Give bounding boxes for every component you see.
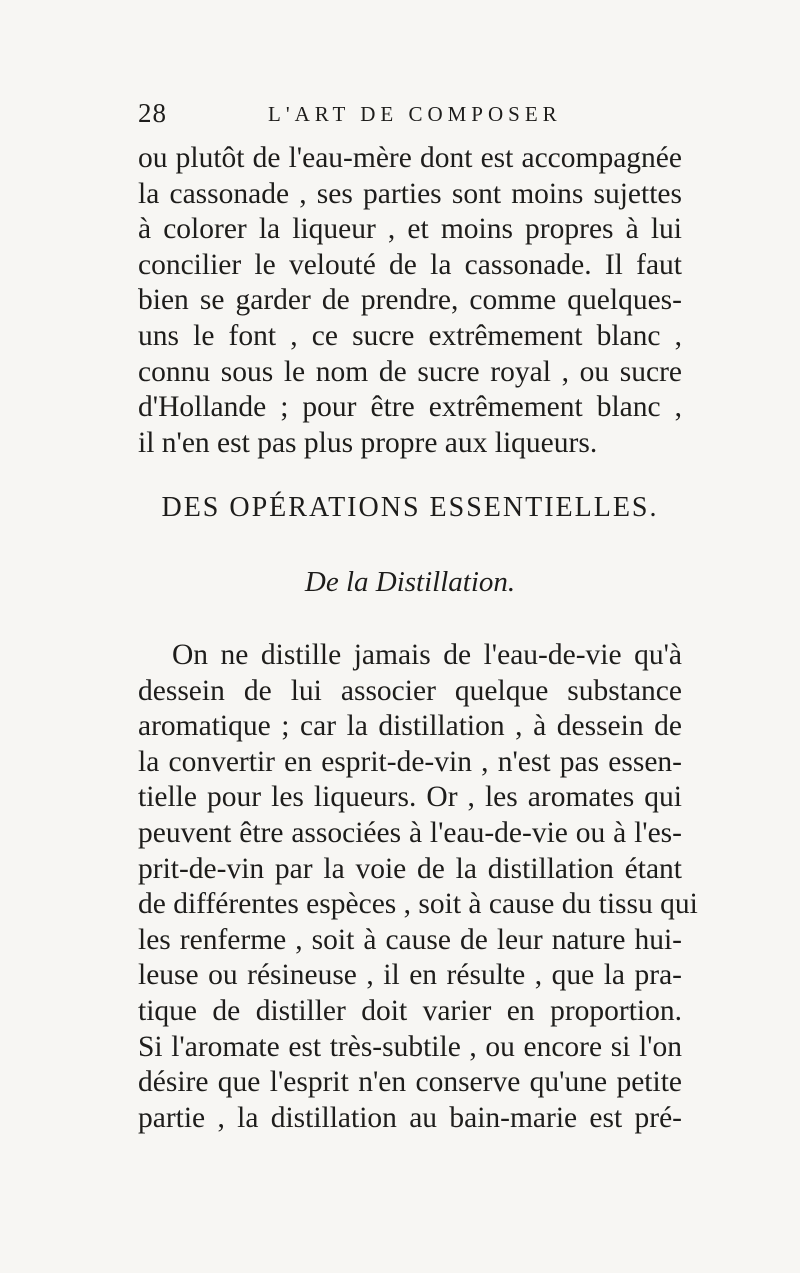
text-line: ou plutôt de l'eau-mère dont est accompagnée — [138, 142, 682, 174]
text-line: il n'en est pas plus propre aux liqueurs. — [138, 426, 598, 459]
running-head — [138, 98, 678, 138]
text-line: tielle pour les liqueurs. Or , les aromates qui — [138, 781, 682, 814]
text-line: On ne distille jamais de l'eau-de-vie qu'à — [172, 639, 682, 671]
text-line: les renferme , soit à cause de leur nature hui- — [138, 923, 682, 956]
text-line: la cassonade , ses parties sont moins sujettes — [138, 177, 682, 210]
text-line: prit-de-vin par la voie de la distillation étant — [138, 852, 682, 885]
text-line: dessein de lui associer quelque substance — [138, 674, 682, 707]
text-line: aromatique ; car la distillation , à dessein de — [138, 710, 682, 743]
text-line: à colorer la liqueur , et moins propres à lui — [138, 213, 682, 246]
text-line: uns le font , ce sucre extrêmement blanc , — [138, 319, 682, 352]
text-line: de différentes espèces , soit à cause du tissu qui — [138, 888, 698, 921]
paragraph-continued — [138, 141, 682, 461]
section-heading: DES OPÉRATIONS ESSENTIELLES. — [161, 492, 659, 523]
text-line: concilier le velouté de la cassonade. Il faut — [138, 248, 682, 281]
text-line: partie , la distillation au bain-marie est pré- — [138, 1101, 682, 1134]
text-line: d'Hollande ; pour être extrêmement blanc , — [138, 391, 682, 424]
text-line: bien se garder de prendre, comme quelques- — [138, 284, 682, 317]
text-line: Si l'aromate est très-subtile , ou encore si l'on — [138, 1030, 682, 1063]
text-line: leuse ou résineuse , il en résulte , que la pra- — [138, 959, 682, 992]
page-number: 28 — [138, 98, 167, 128]
running-title: L'ART DE COMPOSER — [268, 102, 562, 126]
text-line: tique de distiller doit varier en proportion. — [138, 994, 682, 1027]
text-line: la convertir en esprit-de-vin , n'est pas essen- — [138, 745, 682, 778]
paragraph-main — [138, 638, 698, 1136]
text-line: désire que l'esprit n'en conserve qu'une petite — [138, 1066, 682, 1099]
text-line: peuvent être associées à l'eau-de-vie ou à l'es- — [138, 816, 682, 849]
text-line: connu sous le nom de sucre royal , ou sucre — [138, 355, 682, 388]
section-subheading: De la Distillation. — [304, 566, 516, 598]
